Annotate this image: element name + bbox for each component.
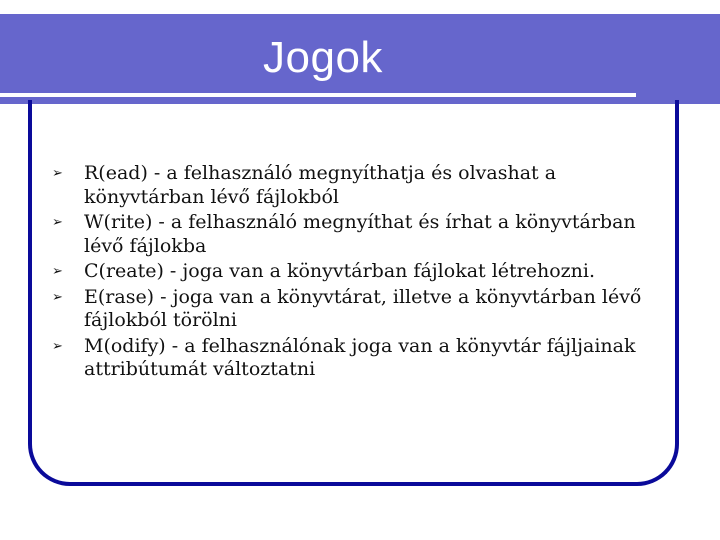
arrow-bullet-icon: ➢: [52, 166, 63, 181]
list-item-text: C(reate) - joga van a könyvtárban fájlokat létrehozni.: [84, 260, 596, 282]
list-item: [52, 211, 652, 258]
arrow-bullet-icon: ➢: [52, 289, 63, 305]
arrow-bullet-icon: ➢: [52, 215, 63, 230]
arrow-bullet-icon: ➢: [52, 338, 63, 354]
arrow-bullet-icon: ➢: [52, 264, 63, 279]
list-item: [52, 286, 652, 333]
list-item-text: R(ead) - a felhasználó megnyíthatja és olvashat a könyvtárban lévő fájlokból: [84, 162, 557, 208]
list-item-text: W(rite) - a felhasználó megnyíthat és írhat a könyvtárban lévő fájlokba: [84, 211, 636, 257]
list-item-text: M(odify) - a felhasználónak joga van a könyvtár fájljainak attribútumát változtatni: [84, 334, 636, 380]
list-item-text: E(rase) - joga van a könyvtárat, illetve a könyvtárban lévő fájlokból törölni: [84, 285, 642, 331]
list-item: [52, 260, 652, 284]
bullet-list: [52, 162, 652, 384]
list-item: [52, 162, 652, 209]
slide-title: Jogok: [263, 33, 383, 82]
title-underline: [0, 93, 636, 97]
list-item: [52, 335, 652, 382]
